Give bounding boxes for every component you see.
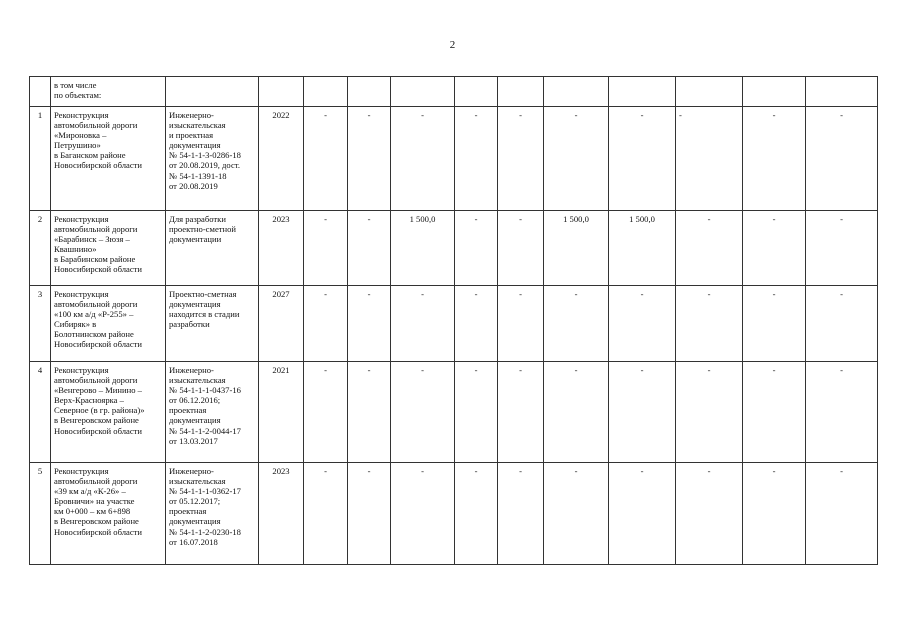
value-cell-text: -	[707, 289, 711, 299]
value-cell	[743, 286, 806, 362]
year-cell-text: 2021	[272, 365, 290, 375]
value-cell-text: -	[707, 466, 711, 476]
value-cell	[348, 286, 391, 362]
value-cell	[743, 362, 806, 463]
table-cell	[30, 77, 51, 107]
table-cell	[391, 77, 455, 107]
table-cell	[304, 77, 348, 107]
value-cell-text: -	[772, 110, 776, 120]
value-cell-text: -	[421, 110, 424, 120]
value-cell	[544, 463, 609, 565]
documentation-cell-text: Инженерно- изыскательская № 54-1-1-1-0437-16 от 06.12.2016; проектная документация № 54-1-1-2-0044-17 от 13.03.2017	[169, 365, 241, 446]
object-name-cell	[51, 107, 166, 211]
value-cell	[498, 107, 544, 211]
row-number-cell	[30, 107, 51, 211]
row-number-cell	[30, 211, 51, 286]
value-cell-text: -	[840, 466, 843, 476]
value-cell	[348, 107, 391, 211]
value-cell	[498, 463, 544, 565]
documentation-cell	[166, 286, 259, 362]
value-cell	[498, 362, 544, 463]
table-row	[30, 463, 878, 565]
value-cell-text: -	[519, 466, 522, 476]
value-cell	[455, 362, 498, 463]
table-row	[30, 286, 878, 362]
row-number-cell-text: 3	[37, 289, 43, 299]
documentation-cell	[166, 107, 259, 211]
value-cell	[348, 211, 391, 286]
value-cell	[544, 362, 609, 463]
value-cell-text: -	[421, 365, 424, 375]
value-cell-text: -	[640, 289, 644, 299]
value-cell	[609, 107, 676, 211]
row-number-cell-text: 1	[37, 110, 43, 120]
value-cell-text: -	[574, 365, 578, 375]
value-cell-text: -	[840, 110, 843, 120]
value-cell	[544, 107, 609, 211]
year-cell	[259, 463, 304, 565]
value-cell	[348, 463, 391, 565]
page-number: 2	[449, 39, 456, 51]
documentation-cell	[166, 463, 259, 565]
documentation-cell-text: Инженерно- изыскательская № 54-1-1-1-0362-17 от 05.12.2017; проектная документация № 54-1-1-2-0230-18 от 16.07.2018	[169, 466, 241, 547]
value-cell-text: 1 500,0	[409, 214, 436, 224]
object-name-cell-text: Реконструкция автомобильной дороги «100 км а/д «Р-255» – Сибиряк» в Болотнинском районе Новосибирской области	[54, 289, 143, 350]
value-cell	[609, 211, 676, 286]
value-cell	[544, 211, 609, 286]
table-cell	[259, 77, 304, 107]
value-cell	[676, 286, 743, 362]
value-cell-text: -	[324, 110, 327, 120]
table-cell	[609, 77, 676, 107]
value-cell-text: -	[640, 365, 644, 375]
value-cell	[348, 362, 391, 463]
objects-table	[29, 76, 878, 565]
value-cell-text: -	[574, 110, 578, 120]
table-row	[30, 107, 878, 211]
value-cell-text: -	[421, 289, 424, 299]
value-cell	[304, 211, 348, 286]
value-cell	[743, 211, 806, 286]
value-cell	[806, 107, 878, 211]
value-cell-text: -	[367, 214, 371, 224]
value-cell-text: -	[367, 466, 371, 476]
object-name-cell	[51, 362, 166, 463]
value-cell	[455, 286, 498, 362]
value-cell	[455, 211, 498, 286]
value-cell-text: -	[707, 365, 711, 375]
value-cell-text: -	[707, 214, 711, 224]
value-cell-text: -	[519, 365, 522, 375]
value-cell-text: -	[840, 289, 843, 299]
value-cell	[609, 463, 676, 565]
value-cell	[743, 107, 806, 211]
year-cell	[259, 107, 304, 211]
documentation-cell	[166, 362, 259, 463]
value-cell	[391, 211, 455, 286]
value-cell	[391, 286, 455, 362]
table-cell	[743, 77, 806, 107]
value-cell-text: -	[519, 214, 522, 224]
year-cell-text: 2023	[272, 466, 290, 476]
value-cell	[676, 362, 743, 463]
value-cell-text: -	[574, 466, 578, 476]
year-cell	[259, 211, 304, 286]
row-number-cell	[30, 286, 51, 362]
value-cell	[304, 107, 348, 211]
value-cell	[806, 211, 878, 286]
value-cell	[391, 107, 455, 211]
table-cell	[544, 77, 609, 107]
subheader-text: в том числе по объектам:	[54, 80, 102, 101]
value-cell	[304, 463, 348, 565]
year-cell	[259, 362, 304, 463]
value-cell	[498, 211, 544, 286]
table-row	[30, 211, 878, 286]
value-cell-text: -	[324, 289, 327, 299]
value-cell-text: -	[574, 289, 578, 299]
value-cell-text: -	[640, 110, 644, 120]
value-cell	[455, 107, 498, 211]
documentation-cell-text: Проектно-сметная документация находится в стадии разработки	[169, 289, 240, 330]
table-cell	[498, 77, 544, 107]
value-cell-text: -	[772, 365, 776, 375]
table-cell	[806, 77, 878, 107]
documentation-cell-text: Для разработки проектно-сметной документации	[169, 214, 237, 245]
object-name-cell-text: Реконструкция автомобильной дороги «Барабинск – Зюзя – Квашнино» в Барабинском районе Новосибирской области	[54, 214, 143, 275]
value-cell	[609, 286, 676, 362]
value-cell-text: -	[324, 466, 327, 476]
value-cell-text: -	[421, 466, 424, 476]
value-cell-text: -	[474, 365, 478, 375]
row-number-cell	[30, 463, 51, 565]
value-cell-text: -	[519, 289, 522, 299]
value-cell-text: -	[324, 365, 327, 375]
value-cell-text: -	[474, 214, 478, 224]
year-cell-text: 2027	[272, 289, 290, 299]
object-name-cell-text: Реконструкция автомобильной дороги «Венгерово – Минино – Верх-Красноярка – Северное (в гр. района)» в Венгеровском районе Новосибирской области	[54, 365, 145, 436]
object-name-cell	[51, 211, 166, 286]
value-cell-text: -	[679, 110, 682, 120]
value-cell-text: -	[772, 289, 776, 299]
table-cell	[348, 77, 391, 107]
value-cell-text: 1 500,0	[563, 214, 589, 224]
table-cell	[676, 77, 743, 107]
value-cell	[806, 362, 878, 463]
value-cell-text: -	[840, 365, 843, 375]
value-cell	[498, 286, 544, 362]
row-number-cell	[30, 362, 51, 463]
value-cell	[304, 362, 348, 463]
row-number-cell-text: 2	[37, 214, 43, 224]
value-cell	[806, 286, 878, 362]
value-cell-text: 1 500,0	[629, 214, 655, 224]
value-cell-text: -	[772, 466, 776, 476]
object-name-cell	[51, 463, 166, 565]
documentation-cell-text: Инженерно- изыскательская и проектная документация № 54-1-1-3-0286-18 от 20.08.2019, дост. № 54-1-1391-18 от 20.08.2019	[169, 110, 241, 191]
subheader-row	[30, 77, 878, 107]
value-cell-text: -	[474, 289, 478, 299]
object-name-cell	[51, 286, 166, 362]
object-name-cell-text: Реконструкция автомобильной дороги «Мироновка – Петрушино» в Баганском районе Новосибирской области	[54, 110, 143, 171]
subheader-cell	[51, 77, 166, 107]
value-cell-text: -	[840, 214, 843, 224]
documentation-cell	[166, 211, 259, 286]
value-cell-text: -	[367, 365, 371, 375]
value-cell-text: -	[367, 110, 371, 120]
value-cell	[391, 463, 455, 565]
value-cell	[806, 463, 878, 565]
value-cell	[743, 463, 806, 565]
value-cell	[304, 286, 348, 362]
value-cell-text: -	[324, 214, 327, 224]
value-cell	[676, 211, 743, 286]
object-name-cell-text: Реконструкция автомобильной дороги «39 км а/д «К-26» – Бровничи» на участке км 0+000 – км 6+898 в Венгеровском районе Новосибирской области	[54, 466, 143, 537]
value-cell	[455, 463, 498, 565]
row-number-cell-text: 4	[37, 365, 43, 375]
table-row	[30, 362, 878, 463]
value-cell-text: -	[474, 466, 478, 476]
value-cell	[676, 107, 743, 211]
value-cell	[676, 463, 743, 565]
value-cell-text: -	[640, 466, 644, 476]
value-cell-text: -	[772, 214, 776, 224]
value-cell-text: -	[474, 110, 478, 120]
value-cell	[544, 286, 609, 362]
table-cell	[166, 77, 259, 107]
row-number-cell-text: 5	[37, 466, 43, 476]
value-cell-text: -	[367, 289, 371, 299]
value-cell	[391, 362, 455, 463]
year-cell	[259, 286, 304, 362]
value-cell	[609, 362, 676, 463]
year-cell-text: 2023	[272, 214, 290, 224]
table-cell	[455, 77, 498, 107]
year-cell-text: 2022	[272, 110, 290, 120]
value-cell-text: -	[519, 110, 522, 120]
